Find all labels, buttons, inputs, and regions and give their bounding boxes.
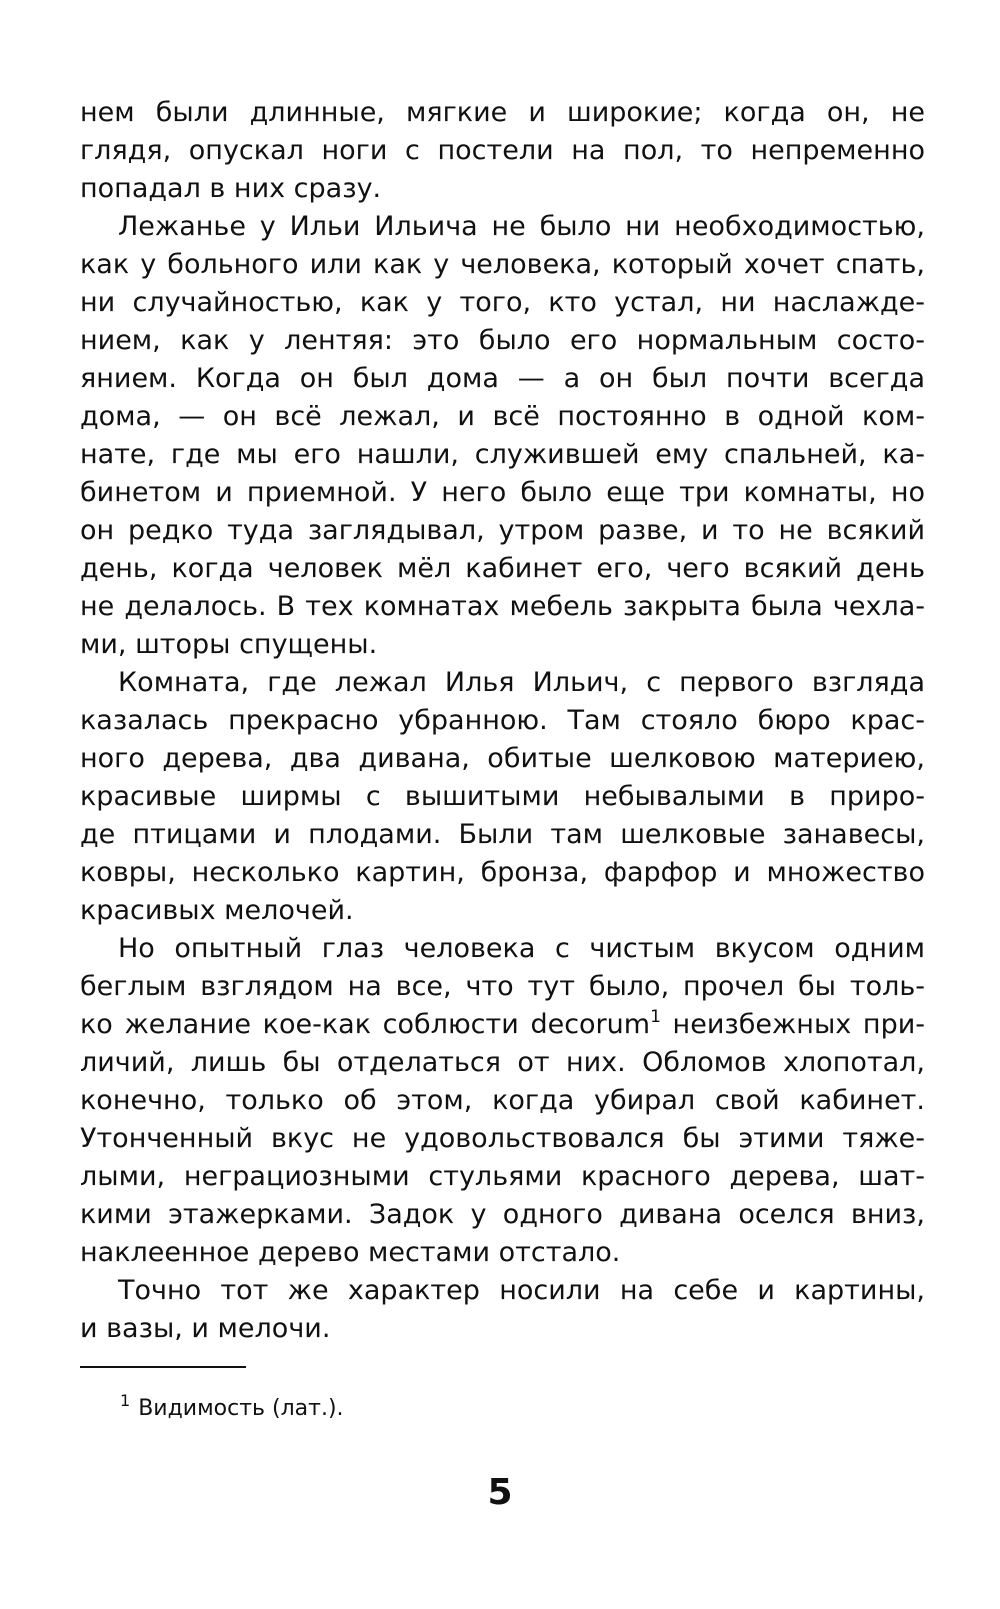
footnote-divider: [80, 1366, 246, 1368]
text-line: казалась прекрасно убранною. Там стояло бюро крас-: [80, 705, 925, 736]
main-text: [80, 94, 925, 1348]
text-line: день, когда человек мёл кабинет его, чего всякий день: [80, 553, 925, 584]
text-line: де птицами и плодами. Были там шелковые занавесы,: [80, 819, 925, 850]
text-line: нием, как у лентяя: это было его нормальным состо-: [80, 325, 925, 356]
footnote-marker: 1: [120, 1391, 131, 1410]
text-line: попадал в них сразу.: [80, 173, 382, 204]
text-line: Комната, где лежал Илья Ильич, с первого взгляда: [118, 667, 925, 698]
text-line: как у больного или как у человека, который хочет спать,: [80, 249, 925, 280]
text-line: янием. Когда он был дома — а он был почти всегда: [80, 363, 925, 394]
text-line: личий, лишь бы отделаться от них. Обломов хлопотал,: [80, 1047, 925, 1078]
text-line: Утонченный вкус не удовольствовался бы этими тяже-: [80, 1123, 925, 1154]
text-line: ковры, несколько картин, бронза, фарфор и множество: [80, 857, 925, 888]
text-line: нем были длинные, мягкие и широкие; когда он, не: [80, 97, 925, 128]
text-line: ного дерева, два дивана, обитые шелковою материею,: [80, 743, 925, 774]
text-line-with-footnote-ref: [80, 1006, 925, 1044]
text-line: дома, — он всё лежал, и всё постоянно в одной ком-: [80, 401, 925, 432]
text-line: красивые ширмы с вышитыми небывалыми в приро-: [80, 781, 925, 812]
text-line: Но опытный глаз человека с чистым вкусом одним: [118, 933, 925, 964]
text-line: бинетом и приемной. У него было еще три комнаты, но: [80, 477, 925, 508]
text-fragment: ко желание кое-как соблюсти decorum: [80, 1009, 651, 1040]
text-line: ни случайностью, как у того, кто устал, ни наслажде-: [80, 287, 925, 318]
footnote: [120, 1391, 344, 1424]
text-line: красивых мелочей.: [80, 895, 354, 926]
footnote-text: Видимость (лат.).: [138, 1396, 344, 1421]
text-fragment: неизбежных при-: [660, 1009, 925, 1040]
text-line: и вазы, и мелочи.: [80, 1313, 331, 1344]
text-line: Точно тот же характер носили на себе и картины,: [118, 1275, 925, 1306]
text-line: беглым взглядом на все, что тут было, прочел бы толь-: [80, 971, 925, 1002]
page-number: 5: [487, 1472, 513, 1513]
text-line: конечно, только об этом, когда убирал свой кабинет.: [80, 1085, 925, 1116]
text-line: он редко туда заглядывал, утром разве, и то не всякий: [80, 515, 925, 546]
text-line: кими этажерками. Задок у одного дивана оселся вниз,: [80, 1199, 925, 1230]
text-line: Лежанье у Ильи Ильича не было ни необходимостью,: [118, 211, 925, 242]
text-line: лыми, неграциозными стульями красного дерева, шат-: [80, 1161, 925, 1192]
text-line: не делалось. В тех комнатах мебель закрыта была чехла-: [80, 591, 925, 622]
text-line: наклеенное дерево местами отстало.: [80, 1237, 621, 1268]
footnote-reference: 1: [650, 1007, 661, 1027]
text-line: ми, шторы спущены.: [80, 629, 378, 660]
text-line: нате, где мы его нашли, служившей ему спальней, ка-: [80, 439, 925, 470]
text-line: глядя, опускал ноги с постели на пол, то непременно: [80, 135, 925, 166]
